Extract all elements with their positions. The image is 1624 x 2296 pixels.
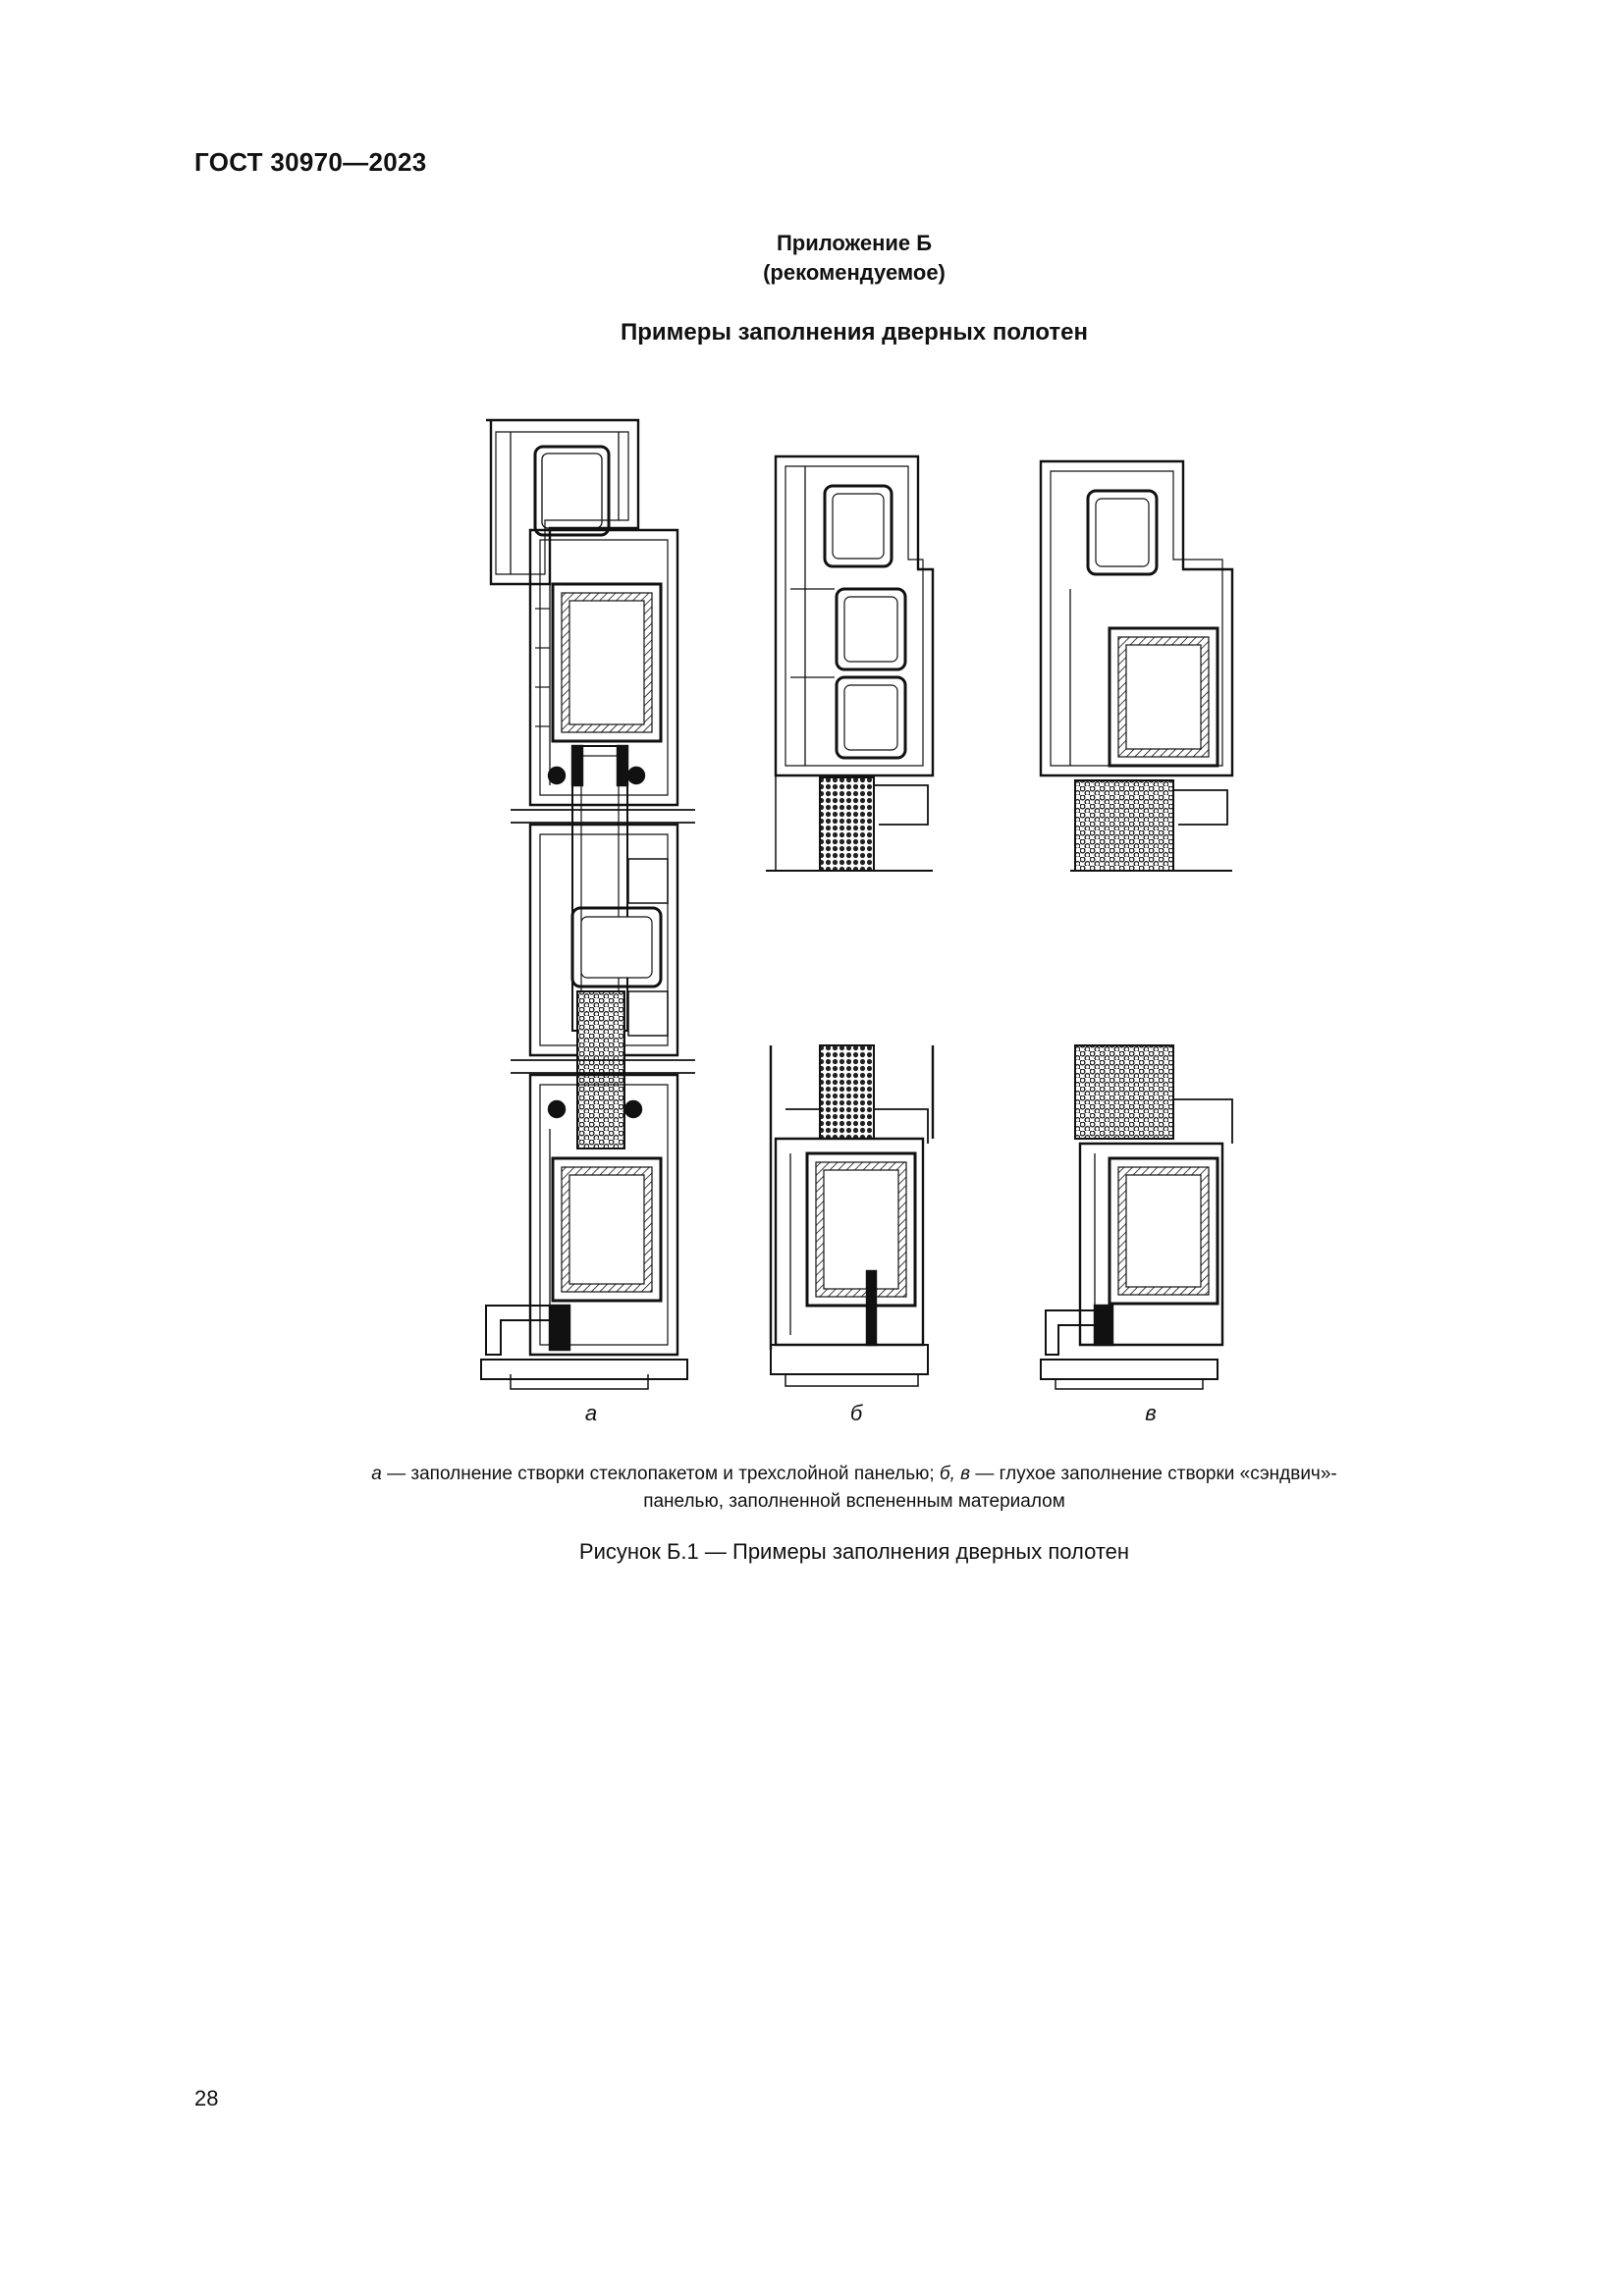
profile-a <box>481 420 695 1389</box>
legend-label-a: а <box>371 1464 382 1484</box>
figure-sublabel-b: б <box>849 1401 863 1425</box>
document-header: ГОСТ 30970—2023 <box>194 147 427 177</box>
legend-label-bc: б, в <box>939 1464 971 1484</box>
page-number: 28 <box>194 2086 219 2110</box>
legend-text-a: — заполнение створки стеклопакетом и трехслойной панелью; <box>381 1464 940 1484</box>
profile-c <box>1041 461 1232 1389</box>
figure-legend <box>334 1461 1375 1516</box>
profile-b <box>766 456 933 1386</box>
figure-sublabel-a: а <box>584 1401 598 1425</box>
section-title: Примеры заполнения дверных полотен <box>621 319 1088 346</box>
legend-text-bc: — глухое заполнение створки «сэндвич»-панелью, заполненной вспененным материалом <box>643 1464 1337 1512</box>
annex-status: (рекомендуемое) <box>763 260 946 285</box>
figure-sublabel-c: в <box>1145 1401 1157 1425</box>
annex-title: Приложение Б <box>776 231 933 255</box>
figure-caption: Рисунок Б.1 — Примеры заполнения дверных полотен <box>578 1539 1130 1564</box>
